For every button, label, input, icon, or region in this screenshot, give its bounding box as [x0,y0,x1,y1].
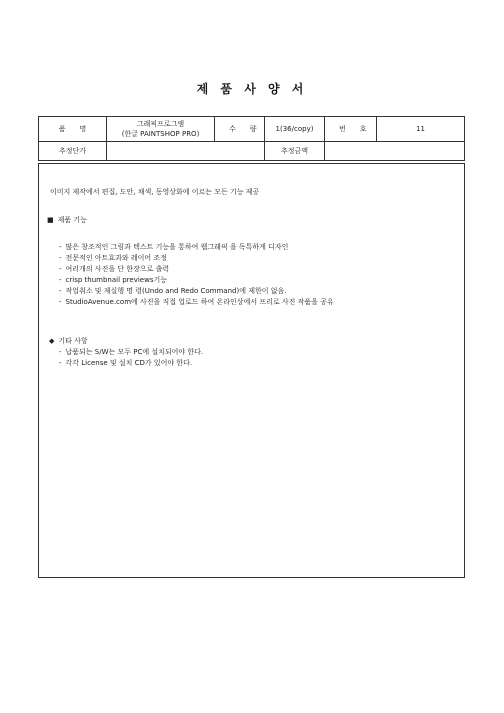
dash-icon: - [59,348,62,356]
list-item [59,358,203,369]
total-amount-label: 추정금액 [265,142,325,161]
spec-table-row-2 [39,142,465,161]
unit-price-label: 추정단가 [39,142,107,161]
unit-price-value [107,142,265,161]
list-item-text: 전문적인 아트효과와 레이어 조정 [65,254,167,262]
diamond-bullet-icon: ◆ [49,337,55,345]
dash-icon: - [59,298,62,306]
features-heading-text: 제품 기능 [57,216,87,224]
list-item-text: 납품되는 S/W는 모두 PC에 설치되어야 한다. [65,348,204,356]
total-amount-value [325,142,465,161]
list-item [59,347,203,358]
list-item [59,297,334,308]
list-item [59,264,334,275]
list-item [59,242,334,253]
list-item [59,275,334,286]
product-name-value [107,117,215,142]
number-label: 번호 [325,117,377,142]
list-item-text: crisp thumbnail previews기능 [65,276,168,284]
list-item [59,253,334,264]
features-list [59,242,334,308]
dash-icon: - [59,287,62,295]
quantity-label: 수량 [215,117,265,142]
spec-table-row-1 [39,117,465,142]
page-title: 제 품 사 양 서 [196,82,308,96]
product-name-line-1: 그래픽프로그램 [136,120,185,128]
quantity-value: 1(36/copy) [265,117,325,142]
dash-icon: - [59,276,62,284]
list-item-text: 많은 창조적인 그림과 텍스트 기능을 통하여 웹그래픽 을 독특하게 디자인 [65,243,289,251]
square-bullet-icon: ■ [47,216,54,224]
features-section-heading [47,215,87,225]
list-item-text: 여러개의 사진을 단 한장으로 출력 [65,265,170,273]
dash-icon: - [59,359,62,367]
list-item-text: 작업취소 및 재실행 명 령(Undo and Redo Command)에 제한이 없음. [65,287,287,295]
product-name-label: 품명 [39,117,107,142]
others-section-heading [49,336,88,346]
spec-body [38,163,465,578]
intro-text: 이미지 제작에서 편집, 도안, 채색, 동영상화에 이르는 모든 기능 제공 [50,188,260,196]
list-item-text: 각각 License 및 설치 CD가 있어야 한다. [65,359,193,367]
list-item [59,286,334,297]
spec-table [38,116,465,161]
others-list [59,347,203,369]
dash-icon: - [59,265,62,273]
others-heading-text: 기타 사항 [58,337,88,345]
list-item-text: StudioAvenue.com에 사진을 직접 업로드 하여 온라인상에서 프리로 사진 작품을 공유 [65,298,334,306]
dash-icon: - [59,254,62,262]
dash-icon: - [59,243,62,251]
number-value: 11 [377,117,465,142]
product-name-line-2: (한글 PAINTSHOP PRO) [121,130,200,138]
